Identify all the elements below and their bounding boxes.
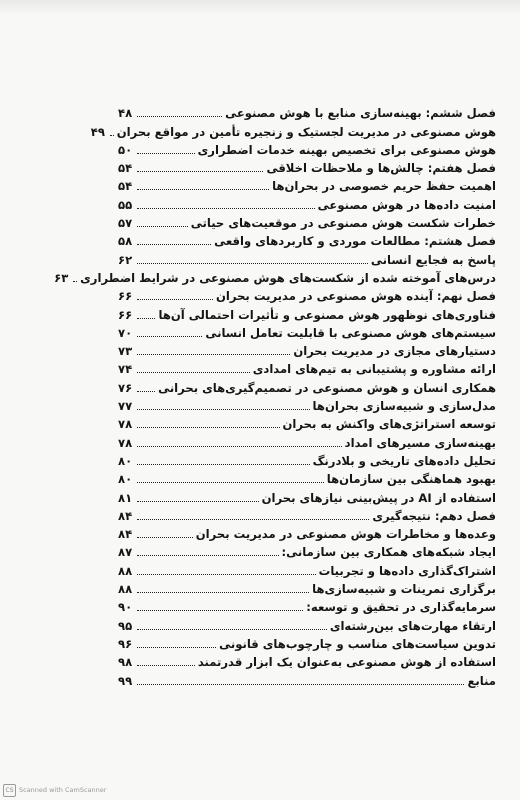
dot-leader bbox=[137, 391, 155, 392]
scanner-watermark-text: Scanned with CamScanner bbox=[19, 786, 107, 794]
toc-entry-page-number: ۵۵ bbox=[118, 197, 133, 212]
toc-entry-title: استفاده از هوش مصنوعی به‌عنوان یک ابزار قدرتمند bbox=[197, 655, 496, 670]
toc-entry-page-number: ۶۶ bbox=[118, 289, 133, 304]
toc-entry-page-number: ۹۸ bbox=[118, 655, 133, 670]
toc-entry bbox=[118, 285, 496, 303]
toc-entry bbox=[118, 248, 496, 266]
toc-entry bbox=[118, 450, 496, 468]
toc-entry bbox=[118, 193, 496, 211]
toc-entry-page-number: ۹۹ bbox=[118, 673, 133, 688]
toc-entry-page-number: ۵۸ bbox=[118, 234, 133, 249]
toc-entry-title: پاسخ به فجایع انسانی bbox=[370, 252, 496, 267]
toc-entry-title: فناوری‌های نوظهور هوش مصنوعی و تأثیرات احتمالی آن‌ها bbox=[158, 307, 496, 322]
toc-entry bbox=[118, 340, 496, 358]
dot-leader bbox=[137, 427, 280, 428]
dot-leader bbox=[137, 354, 290, 355]
toc-entry-title: فصل هشتم: مطالعات موردی و کاربردهای واقعی bbox=[214, 234, 496, 249]
toc-entry-page-number: ۶۶ bbox=[118, 307, 133, 322]
toc-entry-page-number: ۷۶ bbox=[118, 380, 133, 395]
dot-leader bbox=[137, 446, 342, 447]
toc-entry-title: استفاده از AI در پیش‌بینی نیازهای بحران bbox=[261, 490, 496, 505]
dot-leader bbox=[137, 464, 310, 465]
dot-leader bbox=[137, 555, 279, 556]
page-edge-shadow bbox=[0, 0, 520, 16]
dot-leader bbox=[137, 592, 309, 593]
toc-entry bbox=[118, 395, 496, 413]
toc-entry-page-number: ۷۴ bbox=[118, 362, 133, 377]
toc-entry bbox=[118, 523, 496, 541]
dot-leader bbox=[137, 409, 310, 410]
toc-entry-title: فصل هفتم: چالش‌ها و ملاحظات اخلاقی bbox=[266, 161, 496, 176]
toc-entry-title: امنیت داده‌ها در هوش مصنوعی bbox=[317, 197, 496, 212]
dot-leader bbox=[137, 171, 263, 172]
toc-entry-page-number: ۷۰ bbox=[118, 325, 133, 340]
toc-entry-page-number: ۸۴ bbox=[118, 508, 133, 523]
toc-entry bbox=[54, 267, 496, 285]
toc-entry bbox=[118, 578, 496, 596]
toc-entry-title: برگزاری تمرینات و شبیه‌سازی‌ها bbox=[312, 582, 496, 597]
toc-entry-page-number: ۵۴ bbox=[118, 161, 133, 176]
toc-entry-title: مدل‌سازی و شبیه‌سازی بحران‌ها bbox=[312, 399, 496, 414]
dot-leader bbox=[137, 519, 369, 520]
toc-entry bbox=[118, 633, 496, 651]
toc-entry bbox=[90, 120, 496, 139]
dot-leader bbox=[137, 684, 464, 685]
toc-entry-page-number: ۴۸ bbox=[118, 106, 133, 121]
toc-entry bbox=[118, 376, 496, 394]
toc-entry-title: توسعه استراتژی‌های واکنش به بحران bbox=[282, 417, 496, 432]
dot-leader bbox=[137, 629, 327, 630]
toc-entry-page-number: ۸۰ bbox=[118, 453, 133, 468]
toc-entry bbox=[118, 230, 496, 248]
toc-entry-title: ارائه مشاوره و پشتیبانی به تیم‌های امدادی bbox=[252, 362, 496, 377]
toc-entry bbox=[118, 303, 496, 321]
table-of-contents bbox=[54, 102, 496, 688]
toc-entry-title: سرمایه‌گذاری در تحقیق و توسعه: bbox=[306, 600, 496, 615]
toc-entry bbox=[118, 431, 496, 449]
dot-leader bbox=[137, 482, 324, 483]
toc-entry-title: سیستم‌های هوش مصنوعی با قابلیت تعامل انسانی bbox=[205, 325, 496, 340]
dot-leader bbox=[137, 336, 202, 337]
toc-entry-title: خطرات شکست هوش مصنوعی در موقعیت‌های حیاتی bbox=[190, 216, 496, 231]
toc-entry-page-number: ۶۳ bbox=[54, 270, 69, 285]
dot-leader bbox=[137, 318, 155, 319]
toc-entry-page-number: ۴۹ bbox=[90, 124, 105, 139]
toc-entry-title: فصل دهم: نتیجه‌گیری bbox=[372, 508, 496, 523]
toc-entry-page-number: ۷۳ bbox=[118, 344, 133, 359]
toc-entry-title: همکاری انسان و هوش مصنوعی در تصمیم‌گیری‌های بحرانی bbox=[158, 380, 496, 395]
toc-entry bbox=[118, 175, 496, 193]
toc-entry-page-number: ۹۰ bbox=[118, 600, 133, 615]
toc-entry-page-number: ۸۱ bbox=[118, 490, 133, 505]
toc-entry-title: بهینه‌سازی مسیرهای امداد bbox=[344, 435, 496, 450]
toc-entry-title: منابع bbox=[467, 673, 496, 688]
toc-entry bbox=[118, 614, 496, 632]
dot-leader bbox=[137, 263, 368, 264]
toc-entry bbox=[118, 102, 496, 120]
toc-entry bbox=[118, 541, 496, 559]
toc-entry-page-number: ۸۸ bbox=[118, 563, 133, 578]
toc-entry-page-number: ۷۷ bbox=[118, 399, 133, 414]
dot-leader bbox=[137, 244, 211, 245]
toc-entry-title: هوش مصنوعی برای تخصیص بهینه خدمات اضطراری bbox=[197, 142, 496, 157]
toc-entry bbox=[118, 212, 496, 230]
toc-entry-page-number: ۵۰ bbox=[118, 142, 133, 157]
toc-entry bbox=[118, 358, 496, 376]
dot-leader bbox=[137, 501, 259, 502]
toc-entry bbox=[118, 505, 496, 523]
toc-entry-title: هوش مصنوعی در مدیریت لجستیک و زنجیره تأمین در مواقع بحران bbox=[116, 124, 496, 139]
toc-entry-title: دستیارهای مجازی در مدیریت بحران bbox=[293, 344, 496, 359]
toc-entry-title: فصل ششم: بهینه‌سازی منابع با هوش مصنوعی bbox=[225, 106, 496, 121]
toc-entry-page-number: ۹۶ bbox=[118, 636, 133, 651]
toc-entry-title: فصل نهم: آینده هوش مصنوعی در مدیریت بحران bbox=[216, 289, 496, 304]
toc-entry-title: بهبود هماهنگی بین سازمان‌ها bbox=[326, 472, 496, 487]
toc-entry-page-number: ۵۷ bbox=[118, 216, 133, 231]
toc-entry-title: اهمیت حفظ حریم خصوصی در بحران‌ها bbox=[272, 179, 496, 194]
toc-entry-page-number: ۸۴ bbox=[118, 527, 133, 542]
toc-entry bbox=[118, 322, 496, 340]
dot-leader bbox=[137, 574, 316, 575]
toc-entry bbox=[118, 651, 496, 669]
toc-entry-page-number: ۶۲ bbox=[118, 252, 133, 267]
toc-entry-title: تدوین سیاست‌های مناسب و چارچوب‌های قانونی bbox=[219, 636, 496, 651]
toc-entry bbox=[118, 468, 496, 486]
toc-entry-page-number: ۷۸ bbox=[118, 435, 133, 450]
dot-leader bbox=[137, 153, 195, 154]
toc-entry-title: ارتقاء مهارت‌های بین‌رشته‌ای bbox=[329, 618, 496, 633]
toc-entry-page-number: ۸۸ bbox=[118, 582, 133, 597]
toc-entry-page-number: ۷۸ bbox=[118, 417, 133, 432]
scanner-watermark bbox=[3, 784, 106, 796]
toc-entry bbox=[118, 559, 496, 577]
toc-entry-page-number: ۸۷ bbox=[118, 545, 133, 560]
toc-entry-title: اشتراک‌گذاری داده‌ها و تجربیات bbox=[318, 563, 496, 578]
dot-leader bbox=[137, 116, 222, 117]
dot-leader bbox=[137, 647, 216, 648]
toc-entry bbox=[118, 139, 496, 157]
dot-leader bbox=[137, 610, 303, 611]
toc-entry bbox=[118, 669, 496, 687]
toc-entry bbox=[118, 413, 496, 431]
dot-leader bbox=[137, 372, 250, 373]
camscanner-logo-icon: CS bbox=[3, 784, 16, 797]
toc-entry-title: درس‌های آموخته شده از شکست‌های هوش مصنوعی در شرایط اضطراری bbox=[80, 270, 496, 285]
toc-entry bbox=[118, 486, 496, 504]
dot-leader bbox=[73, 281, 77, 282]
dot-leader bbox=[137, 299, 213, 300]
toc-entry-title: ایجاد شبکه‌های همکاری بین سازمانی: bbox=[281, 545, 496, 560]
toc-entry-page-number: ۵۴ bbox=[118, 179, 133, 194]
dot-leader bbox=[137, 189, 269, 190]
toc-entry-title: تحلیل داده‌های تاریخی و بلادرنگ bbox=[312, 453, 496, 468]
dot-leader bbox=[137, 226, 188, 227]
toc-entry-page-number: ۸۰ bbox=[118, 472, 133, 487]
toc-entry-page-number: ۹۵ bbox=[118, 618, 133, 633]
dot-leader bbox=[137, 208, 315, 209]
toc-entry bbox=[118, 157, 496, 175]
dot-leader bbox=[137, 665, 195, 666]
dot-leader bbox=[137, 537, 193, 538]
dot-leader bbox=[110, 135, 114, 136]
toc-entry-title: وعده‌ها و مخاطرات هوش مصنوعی در مدیریت بحران bbox=[195, 527, 496, 542]
toc-entry bbox=[118, 596, 496, 614]
